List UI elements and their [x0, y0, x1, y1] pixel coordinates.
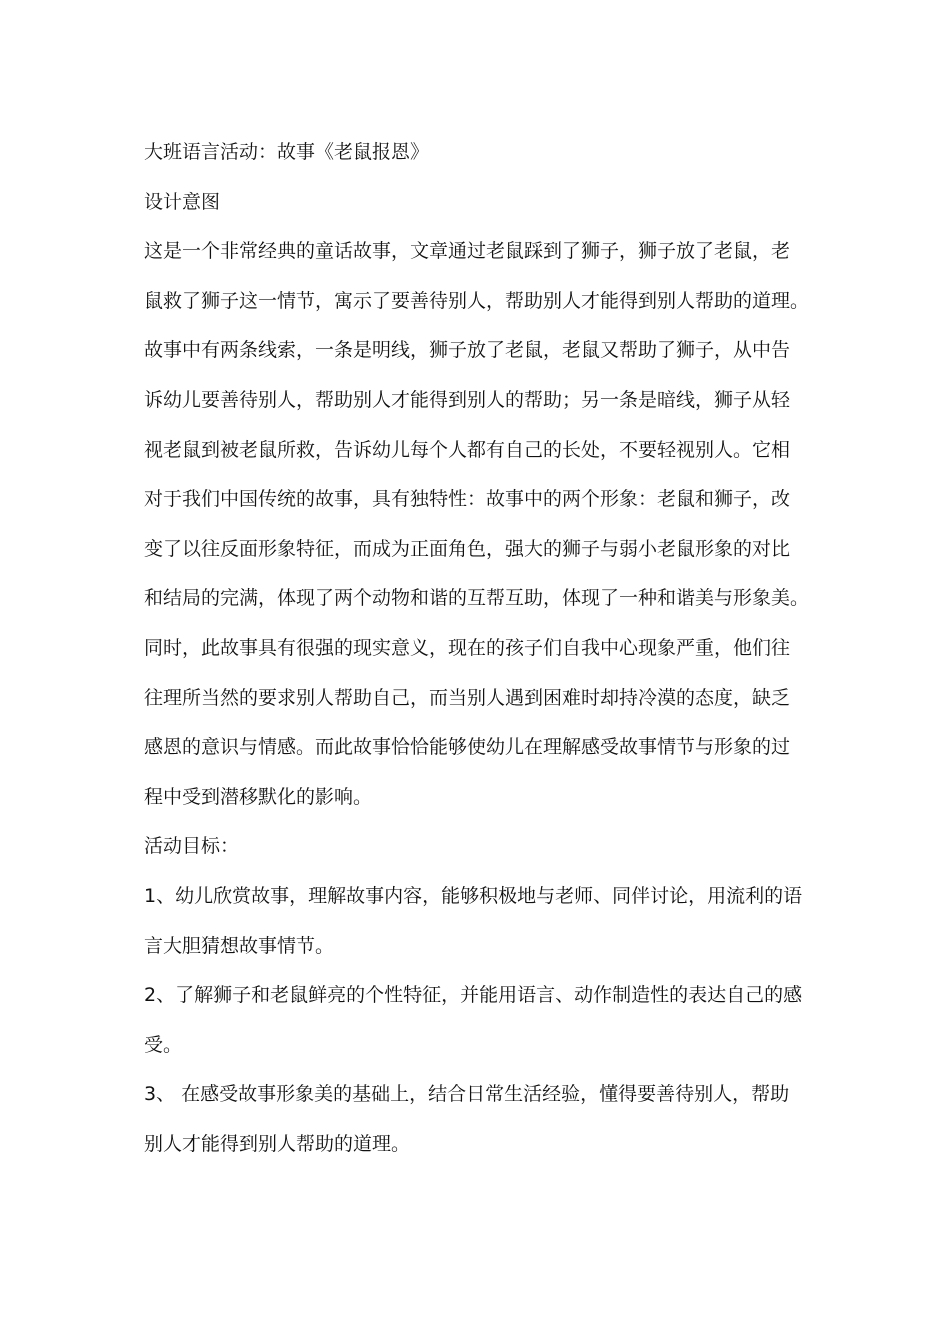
goal-item-3-continued: 别人才能得到别人帮助的道理。: [144, 1132, 411, 1155]
goal-item-2-continued: 受。: [144, 1033, 183, 1056]
paragraph-line: 故事中有两条线索，一条是明线，狮子放了老鼠，老鼠又帮助了狮子，从中告: [144, 339, 791, 362]
paragraph-line: 感恩的意识与情感。而此故事恰恰能够使幼儿在理解感受故事情节与形象的过: [144, 736, 791, 759]
paragraph-line: 视老鼠到被老鼠所救，告诉幼儿每个人都有自己的长处，不要轻视别人。它相: [144, 438, 791, 461]
goal-item-2: 2、了解狮子和老鼠鲜亮的个性特征，并能用语言、动作制造性的表达自己的感: [144, 984, 803, 1007]
paragraph-line: 和结局的完满，体现了两个动物和谐的互帮互助，体现了一种和谐美与形象美。: [144, 587, 810, 610]
goal-item-1-continued: 言大胆猜想故事情节。: [144, 934, 335, 957]
paragraph-line: 变了以往反面形象特征，而成为正面角色，强大的狮子与弱小老鼠形象的对比: [144, 537, 791, 560]
paragraph-line: 对于我们中国传统的故事，具有独特性：故事中的两个形象：老鼠和狮子，改: [144, 488, 791, 511]
document-body: [144, 132, 824, 1173]
section-heading-activity-goals: 活动目标：: [144, 835, 240, 858]
goal-item-1: 1、幼儿欣赏故事，理解故事内容，能够积极地与老师、同伴讨论，用流利的语: [144, 884, 803, 907]
paragraph-line: 诉幼儿要善待别人，帮助别人才能得到别人的帮助；另一条是暗线，狮子从轻: [144, 388, 791, 411]
section-heading-design-intent: 设计意图: [144, 190, 221, 213]
paragraph-line: 程中受到潜移默化的影响。: [144, 785, 373, 808]
document-title: 大班语言活动：故事《老鼠报恩》: [144, 141, 430, 163]
goal-item-3: 3、 在感受故事形象美的基础上，结合日常生活经验，懂得要善待别人，帮助: [144, 1083, 790, 1106]
paragraph-line: 同时，此故事具有很强的现实意义，现在的孩子们自我中心现象严重，他们往: [144, 636, 791, 659]
paragraph-line: 这是一个非常经典的童话故事，文章通过老鼠踩到了狮子，狮子放了老鼠，老: [144, 240, 791, 263]
paragraph-line: 鼠救了狮子这一情节，寓示了要善待别人，帮助别人才能得到别人帮助的道理。: [144, 289, 810, 312]
paragraph-line: 往理所当然的要求别人帮助自己，而当别人遇到困难时却持冷漠的态度，缺乏: [144, 686, 791, 709]
